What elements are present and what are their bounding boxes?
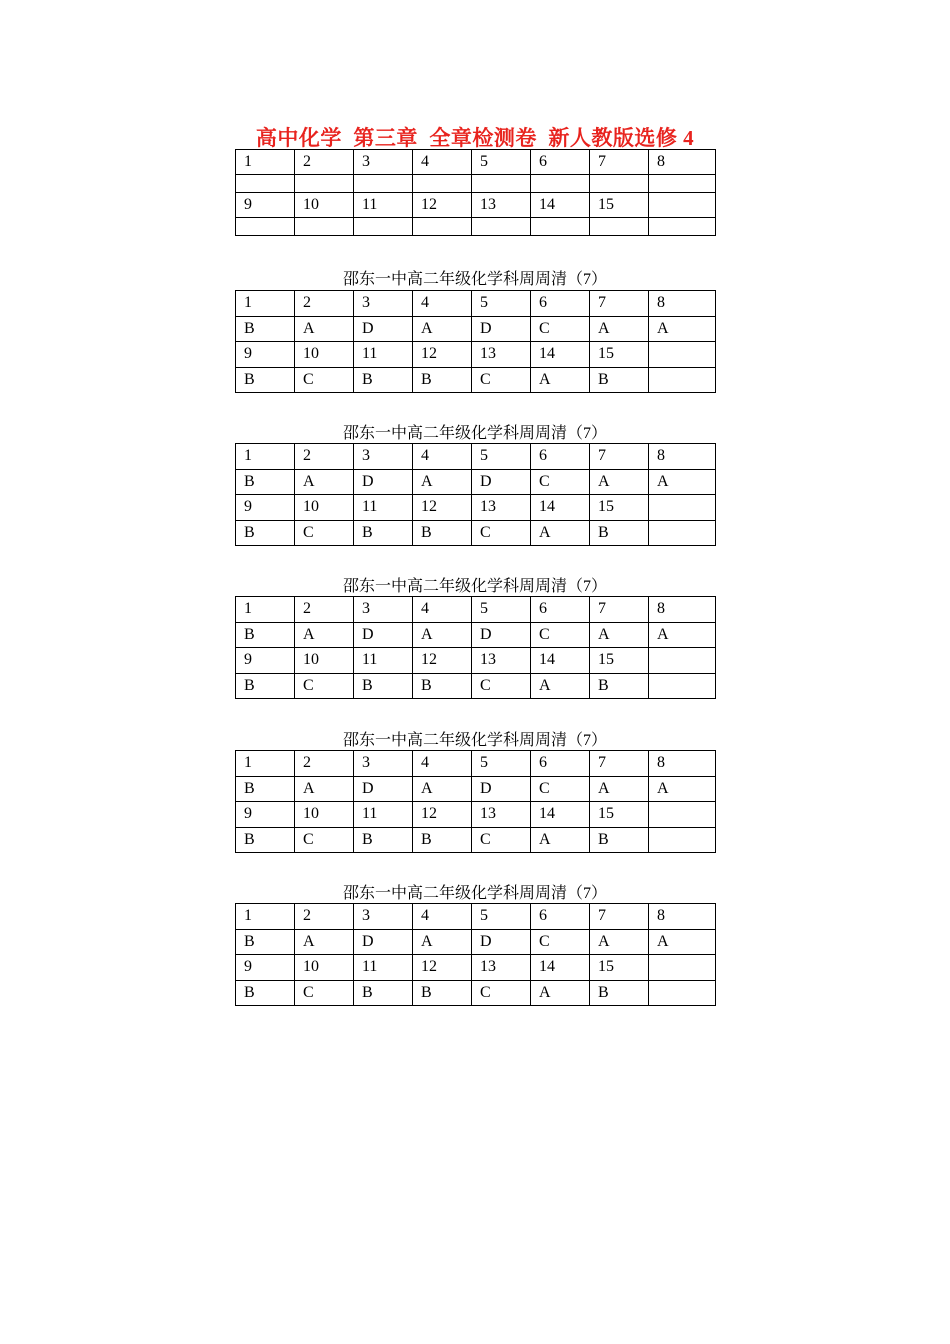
answer-cell: A: [531, 367, 590, 393]
question-number-cell: 3: [354, 751, 413, 777]
question-number-cell: 5: [472, 597, 531, 623]
answer-cell: C: [531, 776, 590, 802]
question-number-cell: 13: [472, 802, 531, 828]
question-number-row: [236, 955, 716, 981]
answer-row: [236, 218, 716, 236]
question-number-cell: 4: [413, 751, 472, 777]
answer-cell: A: [531, 827, 590, 853]
answer-key-title: 邵东一中高二年级化学科周周清（7）: [342, 732, 607, 749]
answer-cell: [649, 520, 716, 546]
answer-cell: D: [354, 776, 413, 802]
answer-cell: A: [649, 469, 716, 495]
answer-cell: D: [354, 469, 413, 495]
question-number-cell: 14: [531, 495, 590, 521]
question-number-cell: 8: [649, 751, 716, 777]
answer-cell: C: [472, 980, 531, 1006]
question-number-row: [236, 444, 716, 470]
answer-cell: A: [413, 929, 472, 955]
question-number-cell: 7: [590, 150, 649, 175]
answer-cell: A: [590, 622, 649, 648]
answer-cell: A: [295, 622, 354, 648]
answer-cell[interactable]: [354, 175, 413, 193]
answer-cell: B: [413, 520, 472, 546]
question-number-cell: 6: [531, 751, 590, 777]
answer-cell: C: [472, 673, 531, 699]
answer-cell: A: [413, 469, 472, 495]
answer-cell: A: [649, 316, 716, 342]
question-number-cell: 11: [354, 193, 413, 218]
question-number-cell: 4: [413, 597, 472, 623]
answer-cell: D: [354, 929, 413, 955]
question-number-cell: 11: [354, 955, 413, 981]
answer-cell: B: [236, 520, 295, 546]
answer-row: [236, 316, 716, 342]
answer-cell: A: [413, 316, 472, 342]
question-number-cell: 4: [413, 150, 472, 175]
question-number-cell: [649, 495, 716, 521]
question-number-cell: 14: [531, 955, 590, 981]
question-number-cell: 8: [649, 597, 716, 623]
question-number-cell: 7: [590, 751, 649, 777]
question-number-cell: [649, 648, 716, 674]
answer-cell: [649, 673, 716, 699]
answer-cell: B: [354, 520, 413, 546]
question-number-cell: 1: [236, 291, 295, 317]
question-number-cell: 3: [354, 444, 413, 470]
answer-cell: A: [649, 776, 716, 802]
answer-key-title: 邵东一中高二年级化学科周周清（7）: [342, 885, 607, 902]
answer-cell: C: [472, 827, 531, 853]
answer-cell: A: [531, 980, 590, 1006]
question-number-cell: 4: [413, 291, 472, 317]
question-number-cell: [649, 193, 716, 218]
question-number-cell: 8: [649, 291, 716, 317]
question-number-cell: [649, 955, 716, 981]
answer-cell[interactable]: [295, 218, 354, 236]
question-number-cell: 15: [590, 802, 649, 828]
blank-answer-table: [235, 149, 716, 236]
answer-cell: C: [531, 929, 590, 955]
answer-cell: B: [590, 367, 649, 393]
answer-cell: C: [295, 673, 354, 699]
answer-cell: B: [236, 673, 295, 699]
answer-cell: B: [236, 316, 295, 342]
question-number-cell: 5: [472, 150, 531, 175]
question-number-cell: 9: [236, 495, 295, 521]
answer-cell[interactable]: [649, 218, 716, 236]
question-number-cell: 8: [649, 444, 716, 470]
question-number-cell: 11: [354, 648, 413, 674]
answer-cell: B: [590, 827, 649, 853]
answer-cell: A: [295, 316, 354, 342]
question-number-cell: 5: [472, 751, 531, 777]
answer-cell: A: [531, 520, 590, 546]
question-number-cell: 10: [295, 193, 354, 218]
question-number-cell: 2: [295, 444, 354, 470]
question-number-cell: 3: [354, 904, 413, 930]
answer-cell[interactable]: [590, 218, 649, 236]
answer-cell: D: [472, 622, 531, 648]
answer-cell: D: [472, 776, 531, 802]
answer-cell: D: [354, 316, 413, 342]
question-number-cell: 2: [295, 597, 354, 623]
question-number-cell: 15: [590, 342, 649, 368]
question-number-cell: 9: [236, 955, 295, 981]
answer-cell: B: [236, 469, 295, 495]
question-number-cell: 12: [413, 193, 472, 218]
answer-key-table: [235, 903, 716, 1006]
answer-cell[interactable]: [472, 218, 531, 236]
answer-cell: B: [413, 827, 472, 853]
question-number-cell: 3: [354, 150, 413, 175]
answer-cell: B: [236, 929, 295, 955]
answer-cell: B: [236, 776, 295, 802]
answer-cell[interactable]: [236, 218, 295, 236]
question-number-cell: 7: [590, 597, 649, 623]
answer-cell: A: [295, 469, 354, 495]
answer-cell: C: [531, 622, 590, 648]
answer-cell: D: [472, 316, 531, 342]
question-number-row: [236, 150, 716, 175]
question-number-cell: 12: [413, 495, 472, 521]
answer-cell: D: [472, 929, 531, 955]
question-number-cell: 4: [413, 904, 472, 930]
question-number-cell: 13: [472, 495, 531, 521]
answer-cell: B: [413, 367, 472, 393]
answer-cell: A: [590, 776, 649, 802]
question-number-cell: 10: [295, 342, 354, 368]
question-number-row: [236, 291, 716, 317]
answer-cell[interactable]: [472, 175, 531, 193]
answer-cell: [649, 980, 716, 1006]
question-number-cell: 9: [236, 342, 295, 368]
question-number-row: [236, 193, 716, 218]
question-number-cell: 6: [531, 904, 590, 930]
question-number-cell: 13: [472, 342, 531, 368]
answer-row: [236, 673, 716, 699]
answer-cell[interactable]: [295, 175, 354, 193]
question-number-cell: 4: [413, 444, 472, 470]
answer-cell: C: [531, 316, 590, 342]
answer-row: [236, 175, 716, 193]
answer-cell: B: [236, 980, 295, 1006]
answer-cell: A: [590, 469, 649, 495]
question-number-cell: 5: [472, 291, 531, 317]
answer-cell: C: [295, 367, 354, 393]
question-number-cell: 1: [236, 150, 295, 175]
question-number-cell: 1: [236, 597, 295, 623]
answer-key-table: [235, 443, 716, 546]
question-number-cell: 6: [531, 150, 590, 175]
answer-cell: B: [590, 673, 649, 699]
question-number-cell: [649, 342, 716, 368]
answer-cell: B: [354, 980, 413, 1006]
answer-cell: A: [590, 929, 649, 955]
answer-row: [236, 520, 716, 546]
answer-cell: B: [236, 367, 295, 393]
question-number-cell: 10: [295, 955, 354, 981]
answer-cell: B: [590, 980, 649, 1006]
question-number-cell: 5: [472, 444, 531, 470]
answer-row: [236, 776, 716, 802]
answer-key-title: 邵东一中高二年级化学科周周清（7）: [342, 578, 607, 595]
answer-cell: B: [354, 367, 413, 393]
question-number-cell: 8: [649, 904, 716, 930]
answer-key-table: [235, 596, 716, 699]
question-number-cell: 14: [531, 802, 590, 828]
question-number-row: [236, 802, 716, 828]
question-number-cell: 1: [236, 444, 295, 470]
answer-cell: C: [472, 367, 531, 393]
question-number-cell: 15: [590, 955, 649, 981]
answer-cell: B: [354, 673, 413, 699]
answer-cell: A: [413, 776, 472, 802]
question-number-cell: 13: [472, 648, 531, 674]
question-number-cell: 7: [590, 904, 649, 930]
question-number-cell: 6: [531, 291, 590, 317]
answer-cell[interactable]: [236, 175, 295, 193]
question-number-cell: 6: [531, 597, 590, 623]
question-number-cell: 11: [354, 342, 413, 368]
question-number-cell: 14: [531, 648, 590, 674]
answer-cell: D: [354, 622, 413, 648]
question-number-cell: 7: [590, 291, 649, 317]
answer-cell: B: [354, 827, 413, 853]
answer-cell: B: [590, 520, 649, 546]
question-number-cell: 13: [472, 955, 531, 981]
question-number-cell: 3: [354, 291, 413, 317]
answer-cell[interactable]: [531, 218, 590, 236]
answer-row: [236, 827, 716, 853]
question-number-cell: 12: [413, 802, 472, 828]
answer-cell[interactable]: [649, 175, 716, 193]
question-number-cell: 9: [236, 648, 295, 674]
question-number-cell: 15: [590, 648, 649, 674]
answer-cell: C: [295, 980, 354, 1006]
answer-cell: B: [413, 980, 472, 1006]
question-number-cell: 12: [413, 648, 472, 674]
question-number-row: [236, 751, 716, 777]
question-number-cell: 14: [531, 193, 590, 218]
question-number-cell: 15: [590, 495, 649, 521]
question-number-cell: [649, 802, 716, 828]
answer-key-table: [235, 750, 716, 853]
question-number-cell: 12: [413, 955, 472, 981]
answer-cell[interactable]: [354, 218, 413, 236]
question-number-cell: 11: [354, 495, 413, 521]
answer-cell: A: [295, 929, 354, 955]
question-number-cell: 9: [236, 193, 295, 218]
question-number-cell: 11: [354, 802, 413, 828]
answer-row: [236, 929, 716, 955]
answer-cell[interactable]: [413, 218, 472, 236]
answer-cell: B: [236, 622, 295, 648]
answer-key-table: [235, 290, 716, 393]
answer-row: [236, 367, 716, 393]
question-number-cell: 6: [531, 444, 590, 470]
question-number-cell: 10: [295, 802, 354, 828]
question-number-cell: 7: [590, 444, 649, 470]
answer-cell: A: [590, 316, 649, 342]
question-number-cell: 2: [295, 751, 354, 777]
question-number-cell: 1: [236, 751, 295, 777]
question-number-cell: 8: [649, 150, 716, 175]
question-number-cell: 3: [354, 597, 413, 623]
page-title: 高中化学 第三章 全章检测卷 新人教版选修 4: [255, 126, 695, 150]
question-number-row: [236, 597, 716, 623]
answer-cell: [649, 367, 716, 393]
question-number-cell: 10: [295, 648, 354, 674]
question-number-cell: 2: [295, 150, 354, 175]
question-number-cell: 9: [236, 802, 295, 828]
answer-cell: C: [531, 469, 590, 495]
answer-cell: A: [649, 622, 716, 648]
answer-cell[interactable]: [531, 175, 590, 193]
question-number-cell: 5: [472, 904, 531, 930]
question-number-cell: 13: [472, 193, 531, 218]
answer-cell: A: [531, 673, 590, 699]
answer-cell: B: [413, 673, 472, 699]
answer-cell[interactable]: [413, 175, 472, 193]
answer-key-title: 邵东一中高二年级化学科周周清（7）: [342, 271, 607, 288]
question-number-cell: 15: [590, 193, 649, 218]
question-number-row: [236, 495, 716, 521]
question-number-cell: 10: [295, 495, 354, 521]
answer-row: [236, 980, 716, 1006]
question-number-cell: 1: [236, 904, 295, 930]
question-number-cell: 2: [295, 291, 354, 317]
question-number-row: [236, 648, 716, 674]
question-number-row: [236, 342, 716, 368]
answer-cell[interactable]: [590, 175, 649, 193]
answer-cell: A: [649, 929, 716, 955]
answer-key-title: 邵东一中高二年级化学科周周清（7）: [342, 425, 607, 442]
answer-cell: D: [472, 469, 531, 495]
answer-cell: A: [413, 622, 472, 648]
question-number-cell: 14: [531, 342, 590, 368]
answer-row: [236, 622, 716, 648]
answer-cell: [649, 827, 716, 853]
answer-cell: C: [472, 520, 531, 546]
question-number-cell: 12: [413, 342, 472, 368]
answer-cell: B: [236, 827, 295, 853]
answer-cell: C: [295, 520, 354, 546]
answer-row: [236, 469, 716, 495]
answer-cell: C: [295, 827, 354, 853]
question-number-row: [236, 904, 716, 930]
answer-cell: A: [295, 776, 354, 802]
question-number-cell: 2: [295, 904, 354, 930]
